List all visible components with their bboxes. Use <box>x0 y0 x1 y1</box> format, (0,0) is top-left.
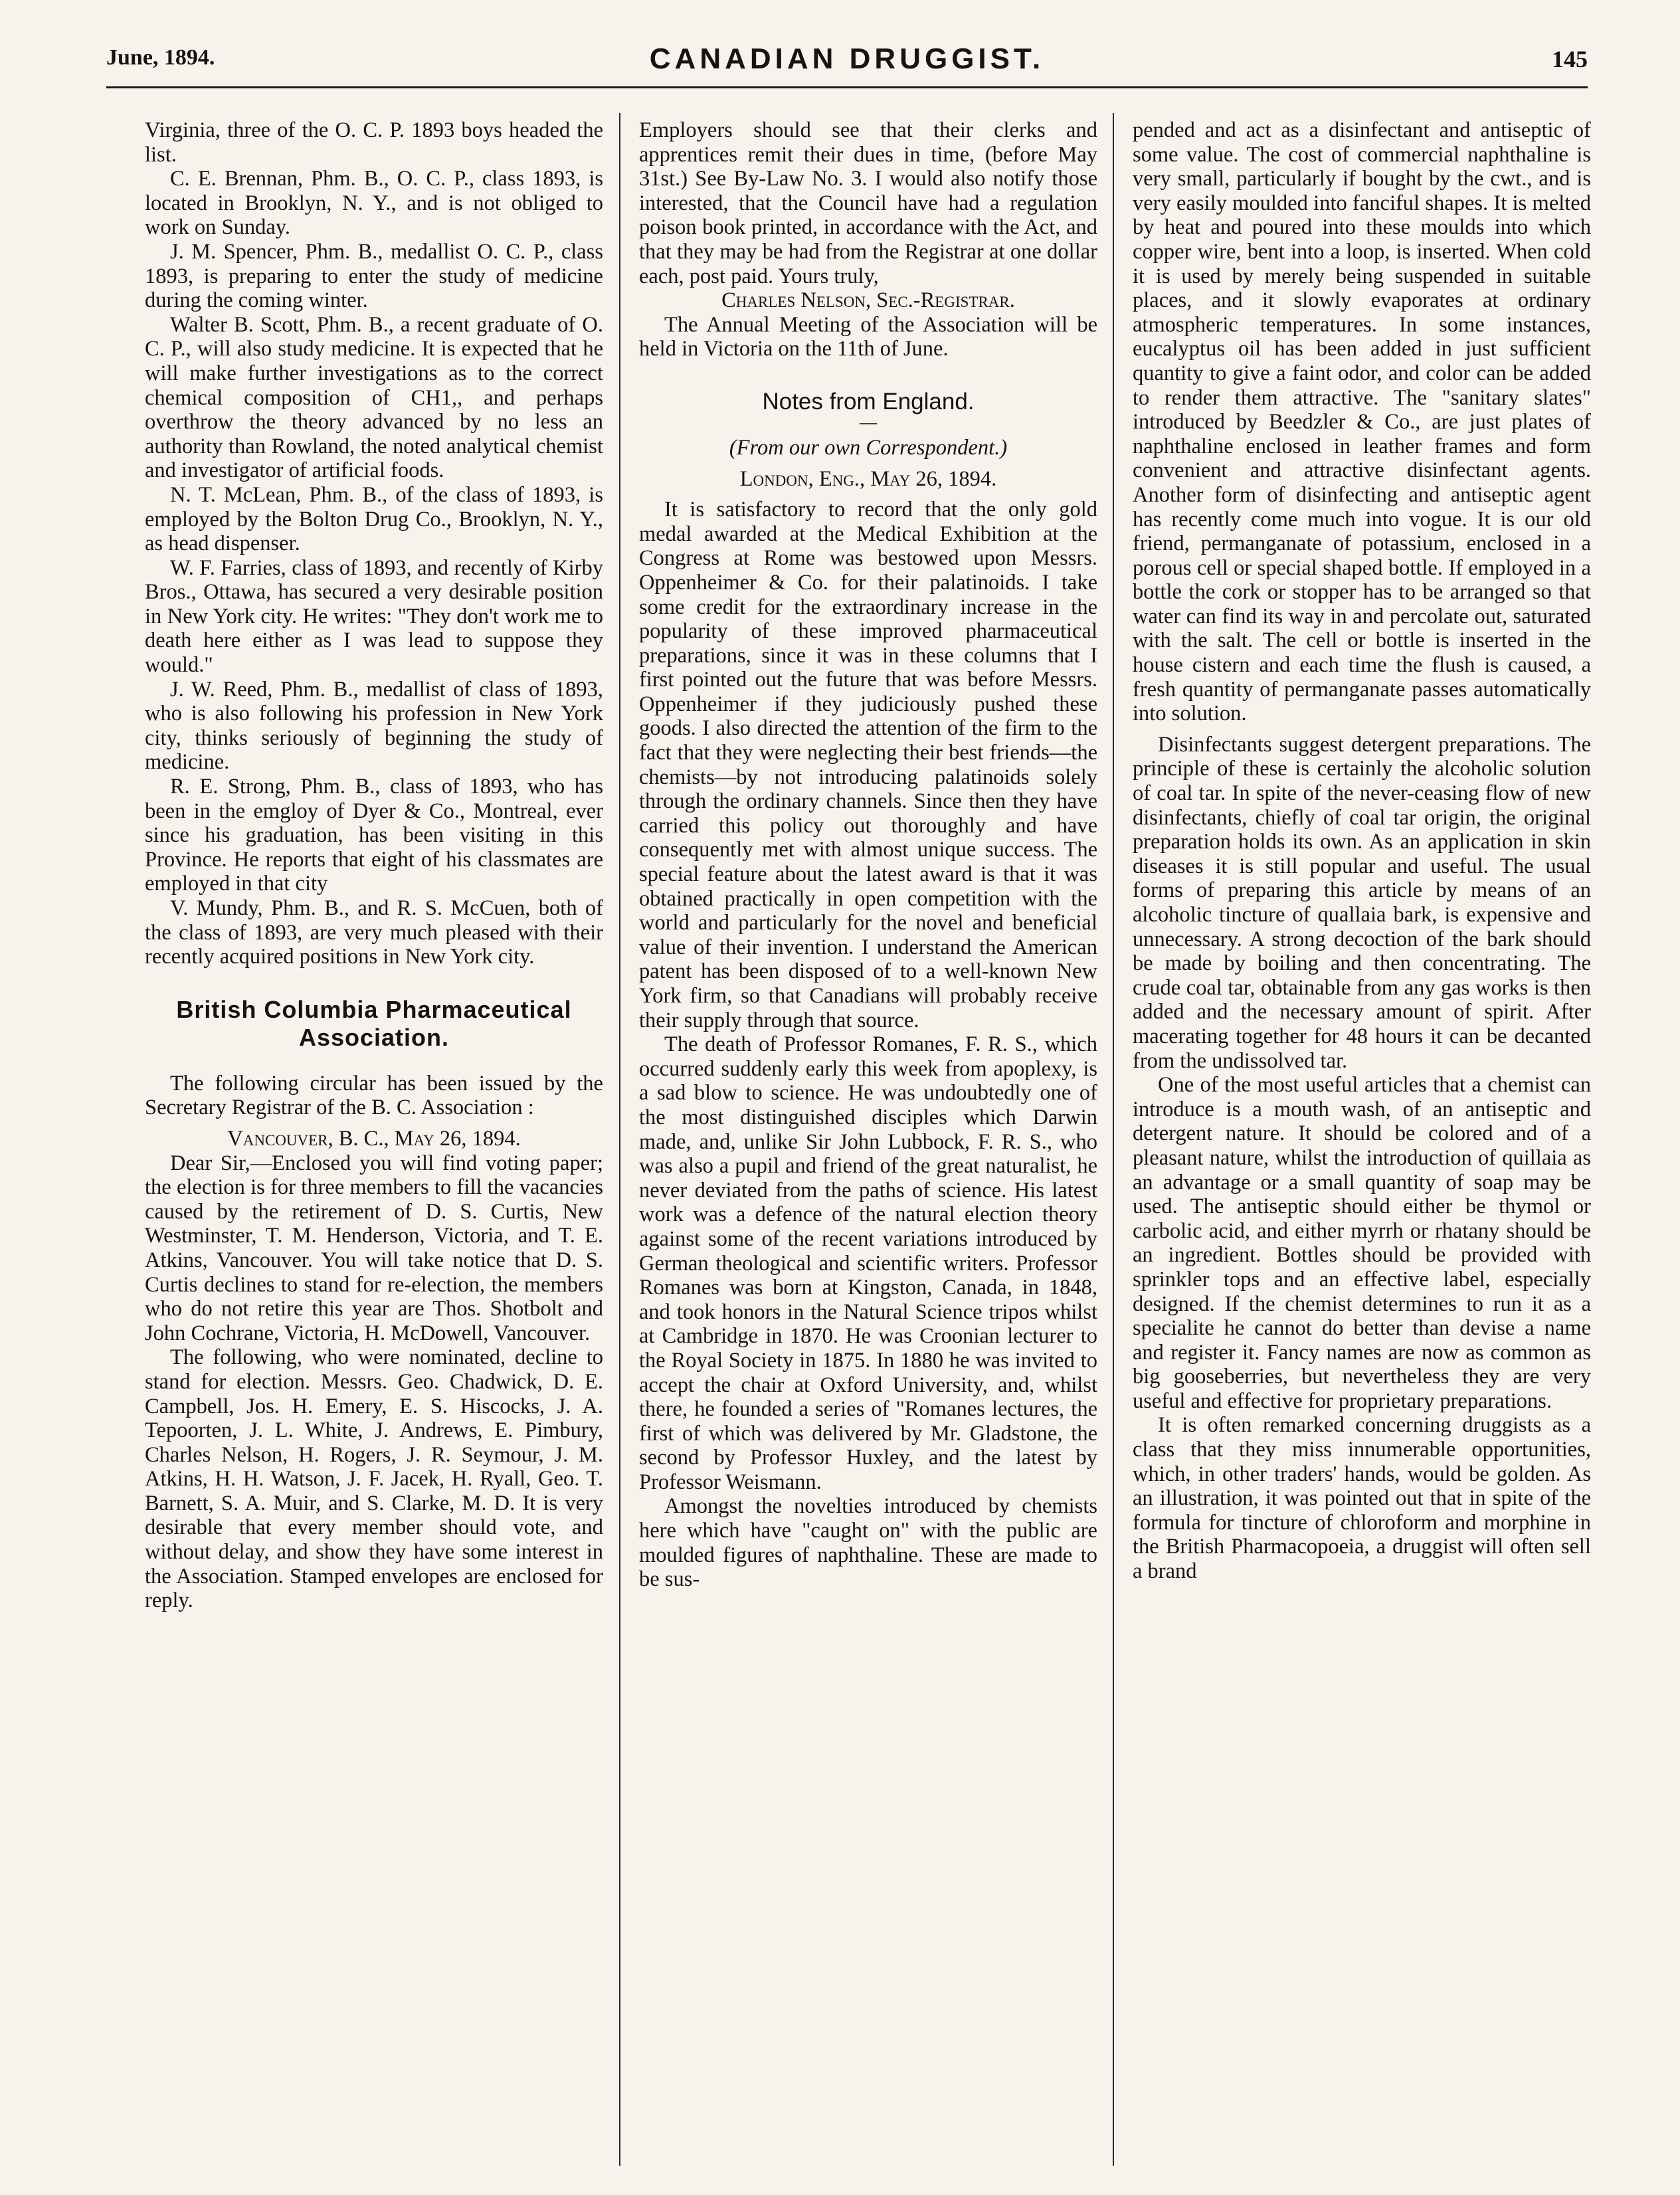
page-number: 145 <box>1552 46 1588 72</box>
paragraph: R. E. Strong, Phm. B., class of 1893, who has been in the emgloy of Dyer & Co., Montreal, ever since his graduation, has been visiting in this Province. He reports that eight of his classmates are employed in that city <box>145 775 603 896</box>
paragraph: J. M. Spencer, Phm. B., medallist O. C. P., class 1893, is preparing to enter the study of medicine during the coming winter. <box>145 239 603 313</box>
paragraph: Disinfectants suggest detergent preparations. The principle of these is certainly the alcoholic solution of coal tar. In spite of the never-ceasing flow of new disinfectants, chiefly of coal tar origin, the original preparation holds its own. As an application in skin diseases it is still popular and useful. The usual forms of preparing this article by means of an alcoholic tincture of quallaia bark, is expensive and unnecessary. A strong decoction of the bark should be made by boiling and then concentrating. The crude coal tar, obtainable from any gas works is then added and the necessary amount of spirit. After macerating together for 48 hours it can be decanted from the undissolved tar. <box>1133 732 1591 1073</box>
letter-body: Dear Sir,—Enclosed you will find voting paper; the election is for three members to fill the vacancies caused by the retirement of D. S. Curtis, New Westminster, T. M. Henderson, Victoria, and T. E. Atkins, Vancouver. You will take notice that D. S. Curtis declines to stand for re-election, the members who do not retire this year are Thos. Shotbolt and John Cochrane, Victoria, H. McDowell, Vancouver. <box>145 1151 603 1345</box>
paragraph: One of the most useful articles that a chemist can introduce is a mouth wash, of an antiseptic and detergent nature. It should be colored and of a pleasant nature, whilst the introduction of quillaia as an advantage or a small quantity of soap may be used. The antiseptic should either be thymol or carbolic acid, and either myrrh or rhatany should be an ingredient. Bottles should be provided with sprinkler tops and an effective label, especially designed. If the chemist determines to run it as a specialite he cannot do better than devise a name and register it. Fancy names are now as common as big gooseberries, but nevertheless they are very useful and effective for proprietary preparations. <box>1133 1073 1591 1413</box>
section-heading: Notes from England. <box>762 388 975 415</box>
paragraph: The following, who were nominated, decline to stand for election. Messrs. Geo. Chadwick, D. E. Campbell, Jos. H. Emery, E. S. Hiscocks, J. A. Tepoorten, J. L. White, J. Andrews, E. Pimbury, Charles Nelson, H. Rogers, J. R. Seymour, J. M. Atkins, H. H. Watson, J. F. Jacek, H. Ryall, Geo. T. Barnett, S. A. Muir, and S. Clarke, M. D. It is very desirable that every member should vote, and without delay, and show they have some interest in the Association. Stamped envelopes are enclosed for reply. <box>145 1345 603 1613</box>
byline: (From our own Correspondent.) <box>729 435 1008 460</box>
paragraph: Amongst the novelties introduced by chemists here which have "caught on" with the public are moulded figures of naphthaline. These are made to be sus- <box>639 1494 1097 1592</box>
paragraph: The Annual Meeting of the Association will be held in Victoria on the 11th of June. <box>639 312 1097 361</box>
column-divider <box>619 113 620 2166</box>
paragraph: Walter B. Scott, Phm. B., a recent graduate of O. C. P., will also study medicine. It is expected that he will make further investigations as to the correct chemical composition of CH1,, and perhaps overthrow the theory advanced by no less an authority than Rowland, the noted analytical chemist and investigator of artificial foods. <box>145 312 603 483</box>
paragraph: pended and act as a disinfectant and antiseptic of some value. The cost of commercial naphthaline is very small, particularly if bought by the cwt., and is very easily moulded into fanciful shapes. It is melted by heat and poured into these moulds into which copper wire, bent into a loop, is inserted. When cold it is used by merely being suspended in suitable places, and it slowly evaporates at ordinary atmospheric temperatures. In some instances, eucalyptus oil has been added in just sufficient quantity to give a faint odor, and color can be added to render them attractive. The "sanitary slates" introduced by Beedzler & Co., are just plates of naphthaline enclosed in leather frames and form convenient and attractive disinfectant agents. Another form of disinfecting and antiseptic agent has recently come much into vogue. It is our old friend, permanganate of potassium, enclosed in a porous cell or special shaped bottle. If employed in a bottle the cork or stopper has to be arranged so that water can find its way in and percolate out, saturated with the salt. The cell or bottle is inserted in the house cistern and each time the flush is caused, a fresh quantity of permanganate passes automatically into solution. <box>1133 118 1591 726</box>
section-heading: British Columbia Pharmaceutical Association. <box>176 995 572 1051</box>
column-1 <box>145 118 603 2171</box>
paragraph: V. Mundy, Phm. B., and R. S. McCuen, both of the class of 1893, are very much pleased with their recently acquired positions in New York city. <box>145 896 603 969</box>
paragraph: N. T. McLean, Phm. B., of the class of 1893, is employed by the Bolton Drug Co., Brooklyn, N. Y., as head dispenser. <box>145 482 603 556</box>
issue-date: June, 1894. <box>106 45 215 70</box>
column-2 <box>639 118 1097 2171</box>
paragraph: J. W. Reed, Phm. B., medallist of class of 1893, who is also following his profession in New York city, thinks seriously of beginning the study of medicine. <box>145 677 603 775</box>
paragraph: The death of Professor Romanes, F. R. S., which occurred suddenly early this week from apoplexy, is a sad blow to science. He was undoubtedly one of the most distinguished disciples which Darwin made, and, unlike Sir John Lubbock, F. R. S., who was also a pupil and friend of the great naturalist, he never deviated from the paths of science. His latest work was a defence of the natural election theory against some of the recent variations introduced by German theological and scientific writers. Professor Romanes was born at Kingston, Canada, in 1848, and took honors in the Natural Science tripos whilst at Cambridge in 1870. He was Croonian lecturer to the Royal Society in 1875. In 1880 he was invited to accept the chair at Oxford University, and, whilst there, he founded a series of "Romanes lectures, the first of which was delivered by Mr. Gladstone, the second by Professor Huxley, and the latest by Professor Weismann. <box>639 1032 1097 1494</box>
heading-dash: — <box>860 412 877 432</box>
dateline: Vancouver, B. C., May 26, 1894. <box>227 1126 521 1151</box>
signature: Charles Nelson, Sec.-Registrar. <box>721 288 1015 313</box>
header-rule <box>106 86 1588 88</box>
publication-title: CANADIAN DRUGGIST. <box>649 43 1045 75</box>
column-3 <box>1133 118 1591 2171</box>
paragraph: W. F. Farries, class of 1893, and recently of Kirby Bros., Ottawa, has secured a very desirable position in New York city. He writes: "They don't work me to death here either as I was lead to suppose they would." <box>145 555 603 678</box>
dateline: London, Eng., May 26, 1894. <box>739 466 997 491</box>
paragraph: The following circular has been issued by the Secretary Registrar of the B. C. Association : <box>145 1071 603 1120</box>
paragraph: It is often remarked concerning druggists as a class that they miss innumerable opportunities, which, in other traders' hands, would be golden. As an illustration, it was pointed out that in spite of the formula for tincture of chloroform and morphine in the British Pharmacopoeia, a druggist will often sell a brand <box>1133 1413 1591 1584</box>
page-header <box>106 45 1588 85</box>
paragraph: Virginia, three of the O. C. P. 1893 boys headed the list. <box>145 118 603 167</box>
column-divider <box>1113 113 1114 2166</box>
paragraph: C. E. Brennan, Phm. B., O. C. P., class 1893, is located in Brooklyn, N. Y., and is not obliged to work on Sunday. <box>145 167 603 240</box>
paragraph: It is satisfactory to record that the only gold medal awarded at the Medical Exhibition at the Congress at Rome was bestowed upon Messrs. Oppenheimer & Co. for their palatinoids. I take some credit for the extraordinary increase in the popularity of these improved pharmaceutical preparations, since it was in these columns that I first pointed out the future that was before Messrs. Oppenheimer if they judiciously pushed these goods. I also directed the attention of the firm to the fact that they were neglecting their best friends—the chemists—by not introducing palatinoids solely through the ordinary channels. Since then they have carried this policy out thoroughly and have consequently met with almost unique success. The special feature about the latest award is that it was obtained practically in open competition with the world and particularly for the novel and beneficial value of their invention. I understand the American patent has been disposed of to a well-known New York firm, so that Canadians will probably receive their supply through that source. <box>639 498 1097 1032</box>
paragraph: Employers should see that their clerks and apprentices remit their dues in time, (before May 31st.) See By-Law No. 3. I would also notify those interested, that the Council have had a regulation poison book printed, in accordance with the Act, and that they may be had from the Registrar at one dollar each, post paid. Yours truly, <box>639 118 1097 288</box>
